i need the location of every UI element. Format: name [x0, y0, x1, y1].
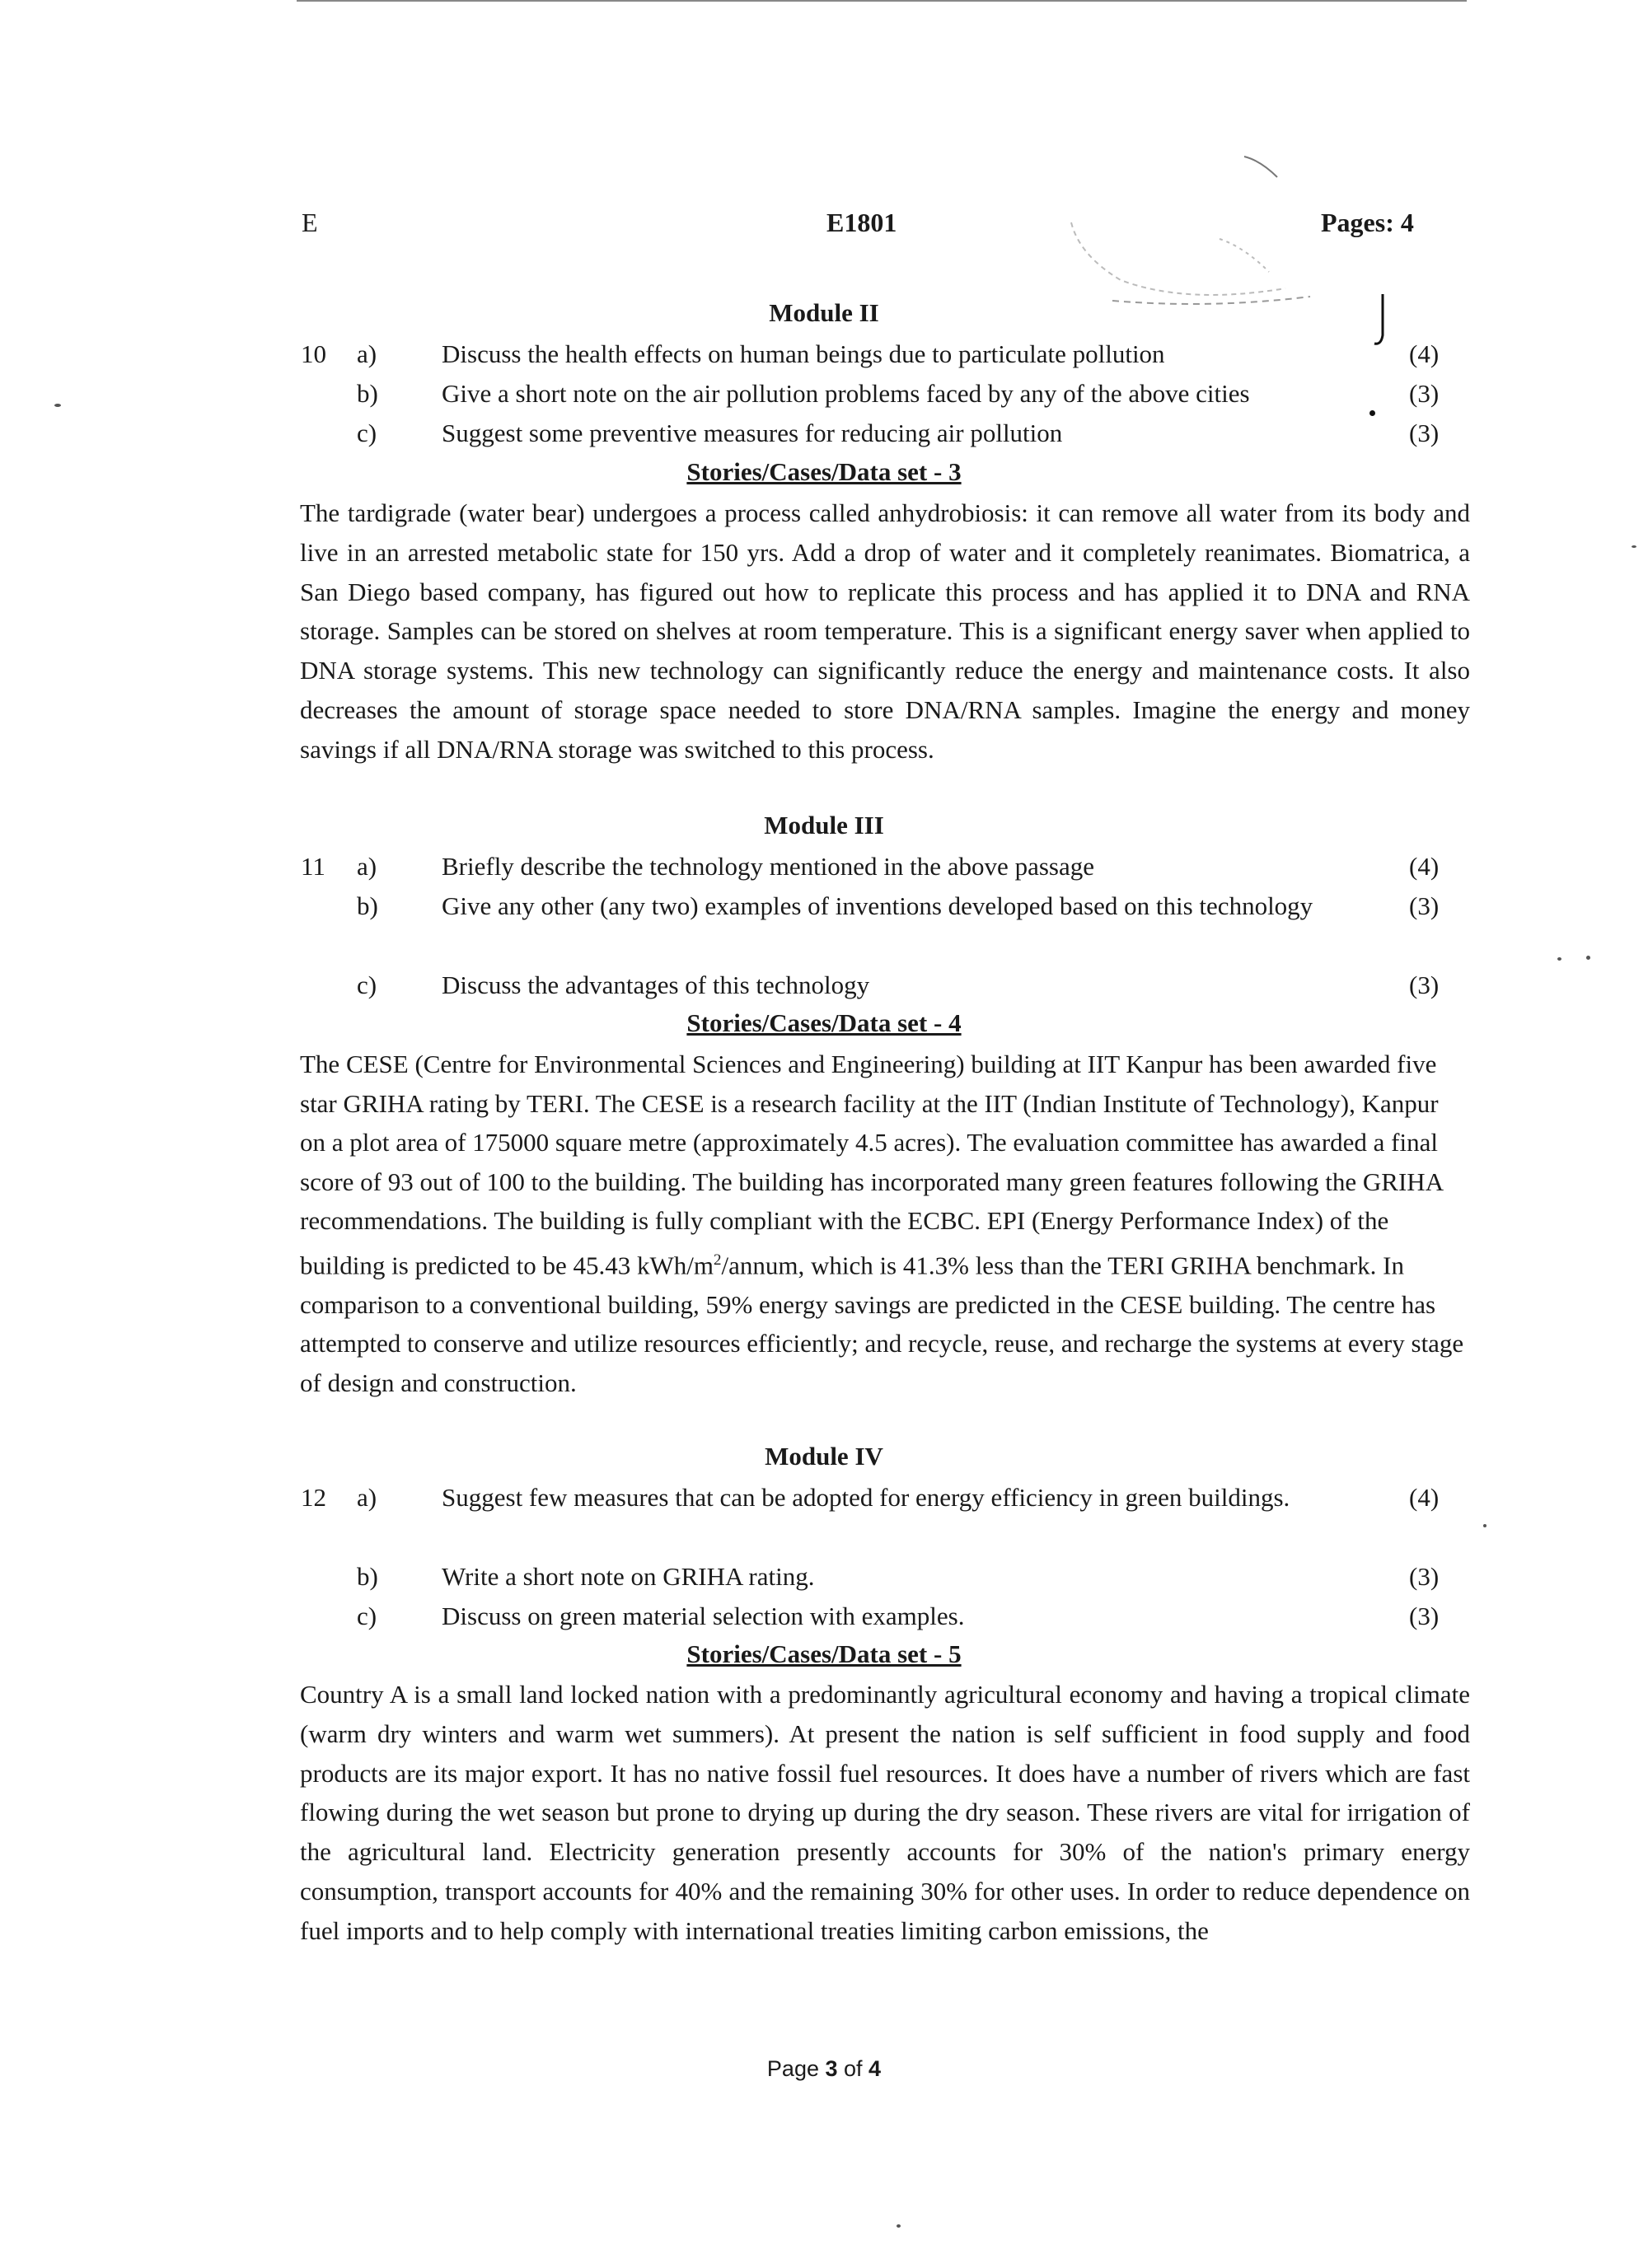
top-edge-line	[297, 0, 1467, 2]
marks: (4)	[1409, 1483, 1440, 1512]
sub-label: b)	[357, 891, 378, 920]
scan-speck	[1632, 545, 1636, 548]
scan-speck	[1586, 956, 1590, 960]
marks: (4)	[1409, 339, 1440, 368]
set-5-heading: Stories/Cases/Data set - 5	[686, 1639, 962, 1668]
set-5-passage: Country A is a small land locked nation with a predominantly agricultural economy and having a tropical climate (warm dry winters and warm wet summers). At present the nation is self sufficient in food supply and food products are its major export. It has no native fossil fuel resources. It does have a number of rivers which are fast flowing during the wet season but prone to drying up during the dry season. These rivers are vital for irrigation of the agricultural land. Electricity generation presently accounts for 30% of the nation's primary energy consumption, transport accounts for 40% and the remaining 30% for other uses. In order to reduce dependence on fuel imports and to help comply with international treaties limiting carbon emissions, the	[300, 1680, 1470, 1945]
footer-middle: of	[837, 2056, 869, 2081]
scan-speck	[54, 404, 61, 407]
page-count: Pages: 4	[1321, 208, 1414, 237]
paper-code: E1801	[826, 208, 897, 237]
question-text: Discuss on green material selection with examples.	[442, 1602, 965, 1630]
set-3-heading: Stories/Cases/Data set - 3	[686, 457, 962, 486]
question-text: Discuss the advantages of this technology	[442, 970, 870, 999]
set-3-passage: The tardigrade (water bear) undergoes a process called anhydrobiosis: it can remove all water from its body and live in an arrested metabolic state for 150 yrs. Add a drop of water and it completely reanimates. Biomatrica, a San Diego based company, has figured out how to replicate this process and has applied it to DNA and RNA storage. Samples can be stored on shelves at room temperature. This is a significant energy saver when applied to DNA storage systems. This new technology can significantly reduce the energy and maintenance costs. It also decreases the amount of storage space needed to store DNA/RNA samples. Imagine the energy and money savings if all DNA/RNA storage was switched to this process.	[300, 498, 1470, 764]
stamp-smudge-icon	[972, 140, 1318, 321]
footer-current-page: 3	[825, 2056, 838, 2081]
sub-label: b)	[357, 1562, 378, 1591]
marks: (4)	[1409, 852, 1440, 881]
question-number: 12	[301, 1483, 326, 1512]
sub-label: b)	[357, 379, 378, 408]
sub-label: a)	[357, 1483, 377, 1512]
marks: (3)	[1409, 379, 1440, 408]
marks: (3)	[1409, 970, 1440, 999]
module-iii-heading: Module III	[764, 811, 884, 839]
module-ii-heading: Module II	[769, 298, 879, 327]
set-4-heading: Stories/Cases/Data set - 4	[686, 1008, 962, 1037]
marks: (3)	[1409, 891, 1440, 920]
footer-total-pages: 4	[868, 2056, 882, 2081]
superscript: 2	[713, 1251, 722, 1269]
passage-text: /annum, which is 41.3% less than the TERI GRIHA benchmark. In comparison to a conventional building, 59% energy savings are predicted in the CESE building. The centre has attempted to conserve and utilize resources efficiently; and recycle, reuse, and recharge the systems at every stage of design and construction.	[300, 1251, 1464, 1398]
marks: (3)	[1409, 419, 1440, 447]
scan-speck	[897, 2224, 901, 2228]
question-text: Write a short note on GRIHA rating.	[442, 1562, 815, 1591]
sub-label: a)	[357, 852, 377, 881]
scan-speck	[1557, 957, 1561, 961]
passage-text: The CESE (Centre for Environmental Sciences and Engineering) building at IIT Kanpur has been awarded five star GRIHA rating by TERI. The CESE is a research facility at the IIT (Indian Institute of Technology), Kanpur on a plot area of 175000 square metre (approximately 4.5 acres). The evaluation committee has awarded a final score of 93 out of 100 to the building. The building has incorporated many green features following the GRIHA recommendations. The building is fully compliant with the ECBC. EPI (Energy Performance Index) of the building is predicted to be 45.43 kWh/m	[300, 1050, 1443, 1280]
header-left-code: E	[302, 208, 318, 237]
module-iv-heading: Module IV	[765, 1442, 883, 1471]
page-footer	[0, 2056, 1648, 2082]
sub-label: c)	[357, 1602, 377, 1630]
set-4-passage	[300, 1045, 1470, 1403]
question-text: Briefly describe the technology mentioned in the above passage	[442, 852, 1094, 881]
footer-prefix: Page	[766, 2056, 826, 2081]
sub-label: c)	[357, 419, 377, 447]
marks: (3)	[1409, 1562, 1440, 1591]
question-text: Suggest some preventive measures for reducing air pollution	[442, 419, 1063, 447]
sub-label: a)	[357, 339, 377, 368]
sub-label: c)	[357, 970, 377, 999]
scan-speck	[1483, 1524, 1486, 1527]
question-text: Give a short note on the air pollution problems faced by any of the above cities	[442, 379, 1250, 408]
question-text: Give any other (any two) examples of inventions developed based on this technology	[442, 891, 1313, 920]
question-text: Suggest few measures that can be adopted for energy efficiency in green buildings.	[442, 1483, 1290, 1512]
question-text: Discuss the health effects on human beings due to particulate pollution	[442, 339, 1165, 368]
question-number: 11	[301, 852, 325, 881]
marks: (3)	[1409, 1602, 1440, 1630]
question-number: 10	[301, 339, 326, 368]
